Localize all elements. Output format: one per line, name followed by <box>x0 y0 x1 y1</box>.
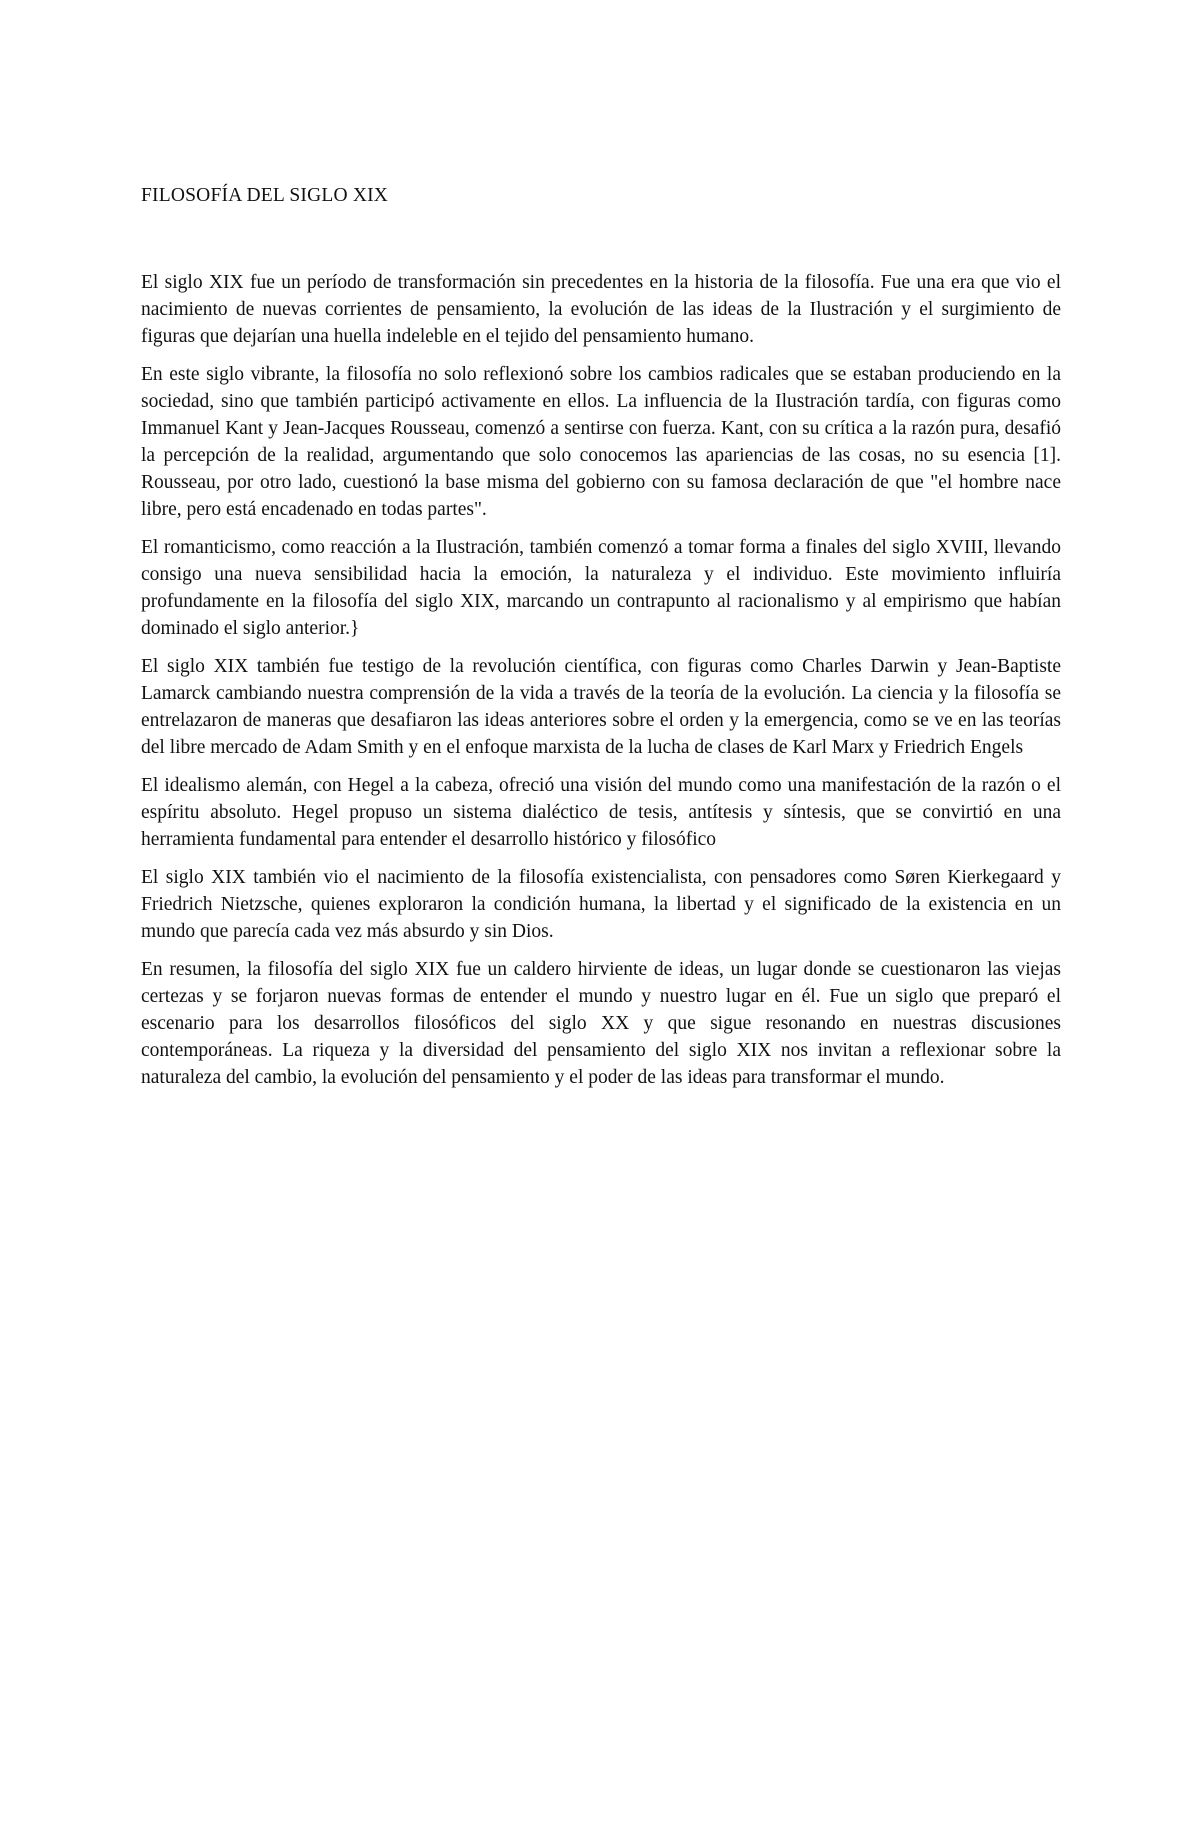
paragraph-intro: El siglo XIX fue un período de transformación sin precedentes en la historia de la filosofía. Fue una era que vio el nacimiento de nuevas corrientes de pensamiento, la evolución de las ideas de la Ilustración y el surgimiento de figuras que dejarían una huella indeleble en el tejido del pensamiento humano. <box>141 272 1061 347</box>
paragraph-idealismo-aleman: El idealismo alemán, con Hegel a la cabeza, ofreció una visión del mundo como una manifestación de la razón o el espíritu absoluto. Hegel propuso un sistema dialéctico de tesis, antítesis y síntesis, que se convirtió en una herramienta fundamental para entender el desarrollo histórico y filosófico <box>141 775 1061 850</box>
paragraph-kant-rousseau: En este siglo vibrante, la filosofía no solo reflexionó sobre los cambios radicales que se estaban produciendo en la sociedad, sino que también participó activamente en ellos. La influencia de la Ilustración tardía, con figuras como Immanuel Kant y Jean-Jacques Rousseau, comenzó a sentirse con fuerza. Kant, con su crítica a la razón pura, desafió la percepción de la realidad, argumentando que solo conocemos las apariencias de las cosas, no su esencia [1]. Rousseau, por otro lado, cuestionó la base misma del gobierno con su famosa declaración de que "el hombre nace libre, pero está encadenado en todas partes". <box>141 364 1061 520</box>
paragraph-revolucion-cientifica: El siglo XIX también fue testigo de la revolución científica, con figuras como Charles Darwin y Jean-Baptiste Lamarck cambiando nuestra comprensión de la vida a través de la teoría de la evolución. La ciencia y la filosofía se entrelazaron de maneras que desafiaron las ideas anteriores sobre el orden y la emergencia, como se ve en las teorías del libre mercado de Adam Smith y en el enfoque marxista de la lucha de clases de Karl Marx y Friedrich Engels <box>141 656 1061 758</box>
document-body <box>141 182 1061 1102</box>
paragraph-resumen: En resumen, la filosofía del siglo XIX fue un caldero hirviente de ideas, un lugar donde se cuestionaron las viejas certezas y se forjaron nuevas formas de entender el mundo y nuestro lugar en él. Fue un siglo que preparó el escenario para los desarrollos filosóficos del siglo XX y que sigue resonando en nuestras discusiones contemporáneas. La riqueza y la diversidad del pensamiento del siglo XIX nos invitan a reflexionar sobre la naturaleza del cambio, la evolución del pensamiento y el poder de las ideas para transformar el mundo. <box>141 959 1061 1088</box>
paragraph-romanticismo: El romanticismo, como reacción a la Ilustración, también comenzó a tomar forma a finales del siglo XVIII, llevando consigo una nueva sensibilidad hacia la emoción, la naturaleza y el individuo. Este movimiento influiría profundamente en la filosofía del siglo XIX, marcando un contrapunto al racionalismo y al empirismo que habían dominado el siglo anterior.} <box>141 537 1061 639</box>
document-title: FILOSOFÍA DEL SIGLO XIX <box>141 185 389 206</box>
paragraph-existencialismo: El siglo XIX también vio el nacimiento de la filosofía existencialista, con pensadores como Søren Kierkegaard y Friedrich Nietzsche, quienes exploraron la condición humana, la libertad y el significado de la existencia en un mundo que parecía cada vez más absurdo y sin Dios. <box>141 867 1061 942</box>
